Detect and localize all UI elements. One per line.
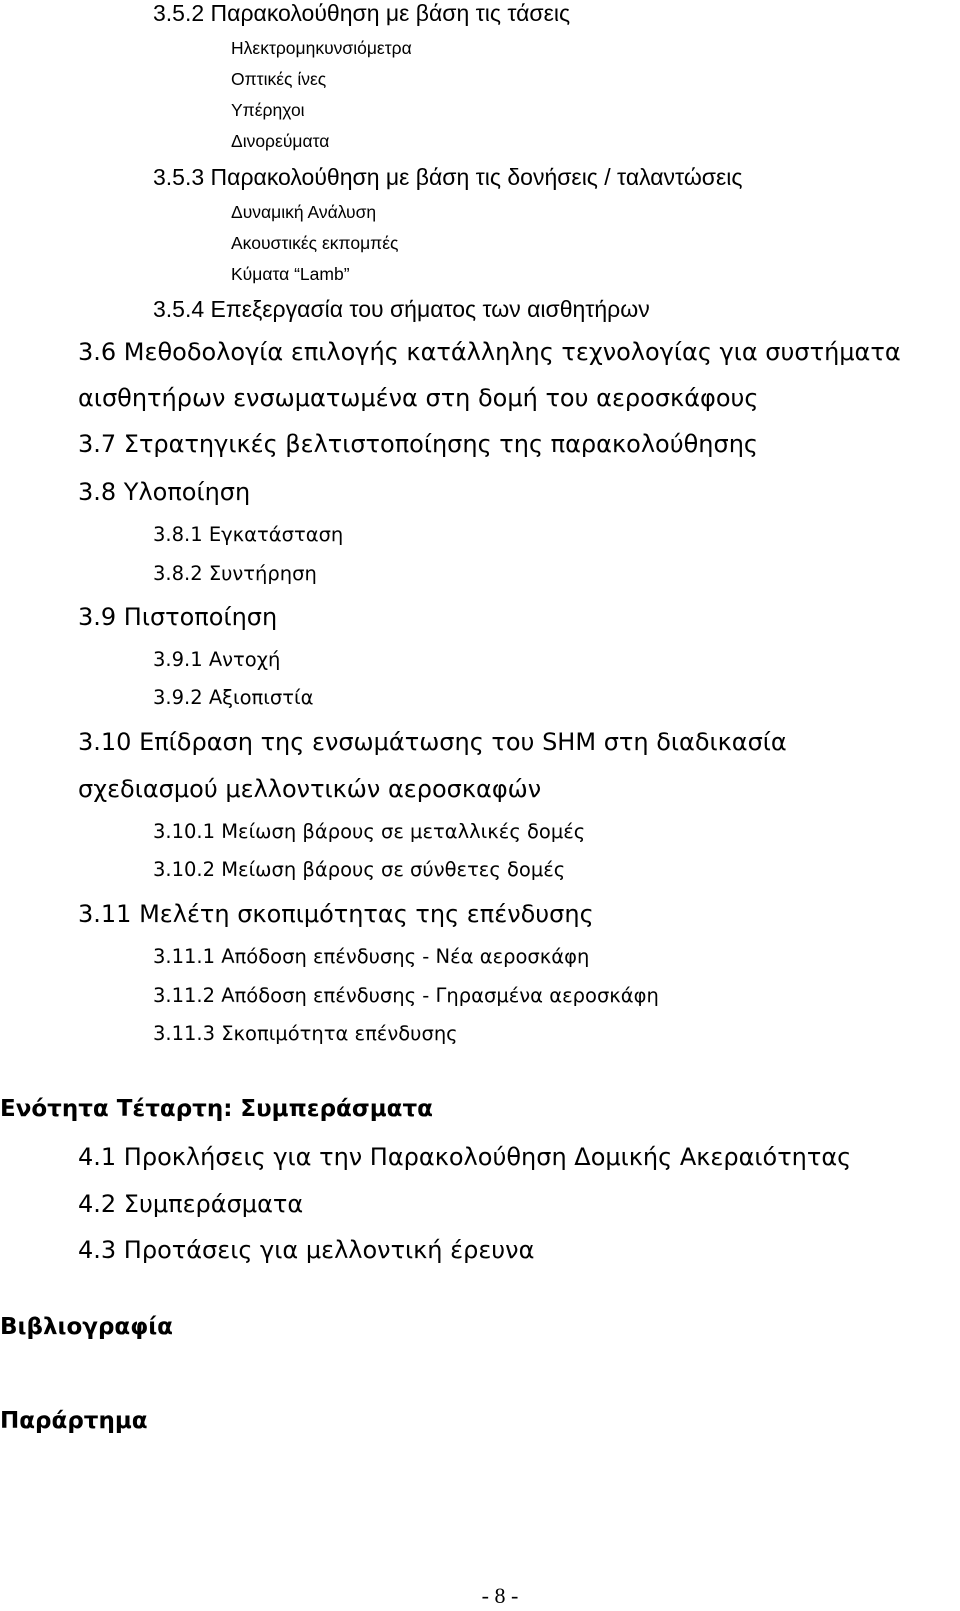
toc-entry-4-2: 4.2 Συμπεράσματα — [78, 1190, 304, 1218]
toc-subentry: 3.8.2 Συντήρηση — [153, 562, 317, 585]
toc-entry-3-10-continued: σχεδιασμού μελλοντικών αεροσκαφών — [78, 775, 542, 803]
toc-entry-3-7: 3.7 Στρατηγικές βελτιστοποίησης της παρακολούθησης — [78, 430, 758, 458]
toc-entry-3-8: 3.8 Υλοποίηση — [78, 478, 251, 506]
toc-subentry: 3.11.2 Απόδοση επένδυσης - Γηρασμένα αεροσκάφη — [153, 984, 659, 1007]
toc-item: Δινορεύματα — [231, 131, 330, 151]
toc-entry-4-1: 4.1 Προκλήσεις για την Παρακολούθηση Δομικής Ακεραιότητας — [78, 1143, 852, 1171]
chapter-heading-4: Ενότητα Τέταρτη: Συμπεράσματα — [0, 1096, 433, 1122]
page-number: - 8 - — [481, 1583, 519, 1608]
toc-item: Ηλεκτρομηκυνσιόμετρα — [231, 38, 412, 58]
toc-entry-3-5-4: 3.5.4 Επεξεργασία του σήματος των αισθητήρων — [153, 296, 650, 322]
toc-item: Υπέρηχοι — [231, 100, 305, 120]
toc-entry-3-9: 3.9 Πιστοποίηση — [78, 603, 278, 631]
toc-subentry: 3.10.2 Μείωση βάρους σε σύνθετες δομές — [153, 858, 566, 881]
toc-item: Δυναμική Ανάλυση — [231, 202, 377, 222]
toc-subentry: 3.9.2 Αξιοπιστία — [153, 686, 314, 709]
toc-entry-4-3: 4.3 Προτάσεις για μελλοντική έρευνα — [78, 1236, 535, 1264]
toc-subentry: 3.8.1 Εγκατάσταση — [153, 523, 344, 546]
appendix-heading: Παράρτημα — [0, 1408, 148, 1434]
toc-item: Κύματα “Lamb” — [231, 264, 350, 284]
toc-entry-3-6-continued: αισθητήρων ενσωματωμένα στη δομή του αεροσκάφους — [78, 384, 759, 412]
toc-entry-3-5-3: 3.5.3 Παρακολούθηση με βάση τις δονήσεις / ταλαντώσεις — [153, 164, 743, 190]
toc-item: Ακουστικές εκπομπές — [231, 233, 399, 253]
toc-entry-3-11: 3.11 Μελέτη σκοπιμότητας της επένδυσης — [78, 900, 594, 928]
toc-subentry: 3.10.1 Μείωση βάρους σε μεταλλικές δομές — [153, 820, 586, 843]
toc-entry-3-10: 3.10 Επίδραση της ενσωμάτωσης του SHM στη διαδικασία — [78, 728, 787, 756]
bibliography-heading: Βιβλιογραφία — [0, 1314, 173, 1340]
toc-subentry: 3.11.3 Σκοπιμότητα επένδυσης — [153, 1022, 458, 1045]
toc-subentry: 3.9.1 Αντοχή — [153, 648, 281, 671]
toc-item: Οπτικές ίνες — [231, 69, 327, 89]
page-footer — [0, 1585, 960, 1607]
toc-entry-3-5-2: 3.5.2 Παρακολούθηση με βάση τις τάσεις — [153, 0, 571, 26]
toc-entry-3-6: 3.6 Μεθοδολογία επιλογής κατάλληλης τεχνολογίας για συστήματα — [78, 338, 901, 366]
toc-subentry: 3.11.1 Απόδοση επένδυσης - Νέα αεροσκάφη — [153, 945, 590, 968]
